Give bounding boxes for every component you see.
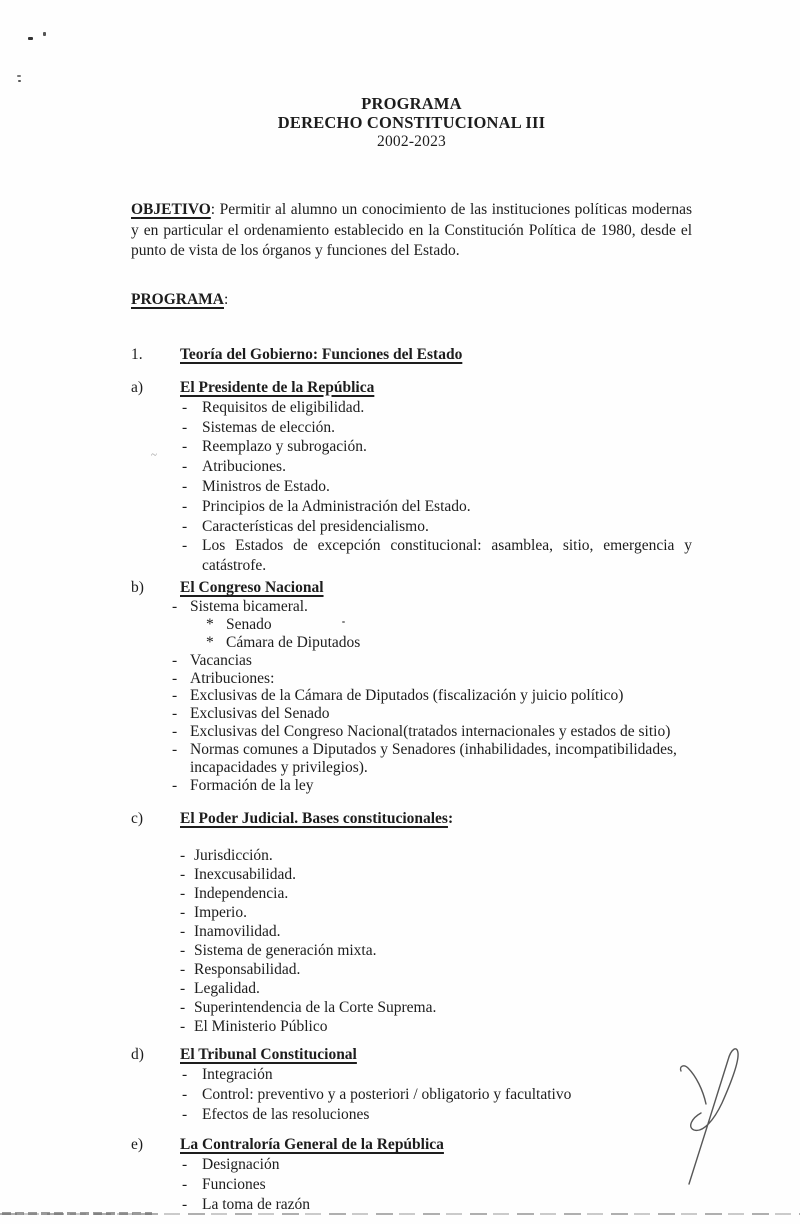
list-item-text: Características del presidencialismo.: [202, 517, 429, 535]
list-item: [172, 741, 692, 777]
subsection-a-items: [182, 398, 692, 576]
dash-bullet: -: [172, 597, 178, 615]
dash-bullet: -: [182, 1105, 188, 1123]
dash-bullet: -: [180, 922, 186, 940]
program-heading-label: PROGRAMA: [131, 290, 224, 308]
list-item: [180, 865, 692, 884]
subsection-c-colon: :: [447, 809, 454, 827]
list-item-text: Principios de la Administración del Estado.: [202, 497, 471, 515]
list-item: [180, 979, 692, 998]
list-item-text: Inamovilidad.: [194, 922, 281, 940]
document-title-block: [131, 0, 692, 151]
list-item-text: Normas comunes a Diputados y Senadores (inhabilidades, incompatibilidades, incapacidades y privilegios).: [190, 741, 677, 777]
list-item-text: El Ministerio Público: [194, 1017, 328, 1035]
dash-bullet: -: [172, 777, 178, 795]
list-item-text: Efectos de las resoluciones: [202, 1105, 370, 1123]
dash-bullet: -: [180, 903, 186, 921]
scan-speck: [17, 75, 21, 77]
list-item: [182, 477, 692, 497]
scan-speck: [18, 80, 21, 82]
objective-paragraph: [131, 200, 692, 262]
list-item: [182, 398, 692, 418]
list-item: [172, 723, 692, 741]
subsection-b-label: b): [131, 578, 144, 596]
dash-bullet: -: [182, 438, 188, 456]
list-item: [180, 960, 692, 979]
list-item-text: Responsabilidad.: [194, 960, 301, 978]
dash-bullet: -: [172, 741, 178, 759]
dash-bullet: -: [182, 1085, 188, 1103]
dash-bullet: -: [180, 846, 186, 864]
subsection-b-items: [172, 598, 692, 795]
dash-bullet: -: [180, 1017, 186, 1035]
dash-bullet: -: [182, 537, 188, 555]
list-item: [172, 777, 692, 795]
subsection-e-label: e): [131, 1135, 144, 1153]
list-item: [172, 687, 692, 705]
list-item-text: La toma de razón: [202, 1195, 311, 1213]
subsection-b: [131, 578, 692, 795]
subsection-a-label: a): [131, 378, 144, 396]
dash-bullet: -: [182, 458, 188, 476]
dash-bullet: -: [180, 865, 186, 883]
scan-speck: [342, 621, 345, 623]
list-item-text: Exclusivas de la Cámara de Diputados (fiscalización y juicio político): [190, 687, 624, 705]
list-item: [182, 497, 692, 517]
subsection-d-title: El Tribunal Constitucional: [180, 1045, 357, 1063]
subsection-b-heading: [131, 578, 692, 598]
dash-bullet: -: [172, 669, 178, 687]
list-item: [180, 884, 692, 903]
list-item-text: Cámara de Diputados: [226, 633, 361, 651]
list-item-text: Imperio.: [194, 903, 247, 921]
list-item: [172, 705, 692, 723]
dash-bullet: -: [172, 651, 178, 669]
subsection-c: [131, 809, 692, 1036]
list-item-text: Legalidad.: [194, 979, 260, 997]
list-item-text: Atribuciones.: [202, 458, 286, 476]
list-item: [172, 670, 692, 688]
list-item-text: Formación de la ley: [190, 777, 314, 795]
subsection-b-title: El Congreso Nacional: [180, 578, 324, 596]
dash-bullet: -: [172, 705, 178, 723]
list-item: [182, 1065, 692, 1085]
document-subtitle: DERECHO CONSTITUCIONAL III: [277, 113, 546, 132]
handwritten-signature-mark: [650, 1020, 800, 1220]
subsection-c-heading: [131, 809, 692, 829]
list-item: [172, 652, 692, 670]
list-item: [182, 1175, 692, 1195]
program-heading-colon: :: [224, 290, 229, 308]
star-bullet: *: [206, 615, 214, 633]
section-1-number: 1.: [131, 345, 143, 363]
list-subitem: [172, 616, 692, 634]
dash-bullet: -: [182, 1175, 188, 1193]
objective-text: : Permitir al alumno un conocimiento de las instituciones políticas modernas y en particular el ordenamiento establecido en la Constitución Política de 1980, desde el punto de vista de los órganos y funciones del Estado.: [131, 201, 692, 260]
list-item: [180, 1017, 692, 1036]
list-item-text: Independencia.: [194, 884, 289, 902]
dash-bullet: -: [182, 517, 188, 535]
list-item: [180, 903, 692, 922]
list-item: [182, 1155, 692, 1175]
dash-bullet: -: [182, 418, 188, 436]
list-item-text: Reemplazo y subrogación.: [202, 438, 367, 456]
subsection-e-items: [182, 1155, 692, 1215]
list-item-text: Requisitos de eligibilidad.: [202, 398, 365, 416]
list-item-text: Jurisdicción.: [194, 846, 273, 864]
section-1-heading: [131, 345, 692, 365]
list-item-text: Exclusivas del Congreso Nacional(tratados internacionales y estados de sitio): [190, 723, 671, 741]
list-item-text: Funciones: [202, 1175, 266, 1193]
list-item-text: Superintendencia de la Corte Suprema.: [194, 998, 437, 1016]
list-item: [182, 418, 692, 438]
list-item: [180, 998, 692, 1017]
dash-bullet: -: [182, 398, 188, 416]
scan-artifact-bottom-line-left: [2, 1212, 152, 1215]
subsection-c-title: El Poder Judicial. Bases constitucionales: [180, 809, 448, 827]
list-item: [172, 598, 692, 616]
objective-label: OBJETIVO: [131, 201, 211, 218]
list-item: [180, 922, 692, 941]
list-item-text: Exclusivas del Senado: [190, 705, 330, 723]
dash-bullet: -: [182, 497, 188, 515]
list-item-text: Control: preventivo y a posteriori / obligatorio y facultativo: [202, 1085, 572, 1103]
list-item: [182, 1195, 692, 1215]
dash-bullet: -: [180, 979, 186, 997]
document-page: [131, 0, 692, 1215]
list-item: [180, 941, 692, 960]
list-item-text: Sistemas de elección.: [202, 418, 335, 436]
list-item: [182, 1105, 692, 1125]
list-item: [182, 437, 692, 457]
list-item-text: Sistema bicameral.: [190, 597, 308, 615]
list-item-text: Integración: [202, 1065, 273, 1083]
dash-bullet: -: [182, 477, 188, 495]
list-item-text: Sistema de generación mixta.: [194, 941, 377, 959]
dash-bullet: -: [180, 960, 186, 978]
subsection-a: [131, 378, 692, 576]
section-1-title: Teoría del Gobierno: Funciones del Estado: [180, 345, 463, 363]
subsection-c-items: [180, 846, 692, 1036]
scan-speck: [28, 37, 33, 40]
subsection-e-title: La Contraloría General de la República: [180, 1135, 444, 1153]
subsection-d-heading: [131, 1045, 692, 1065]
scan-pen-mark: ~: [151, 449, 157, 461]
subsection-d-items: [182, 1065, 692, 1125]
list-item: [182, 1085, 692, 1105]
dash-bullet: -: [180, 998, 186, 1016]
dash-bullet: -: [172, 687, 178, 705]
document-year-range: 2002-2023: [377, 133, 446, 150]
list-item-text: Ministros de Estado.: [202, 477, 330, 495]
program-heading: [131, 290, 692, 310]
dash-bullet: -: [182, 1065, 188, 1083]
dash-bullet: -: [180, 941, 186, 959]
dash-bullet: -: [172, 723, 178, 741]
dash-bullet: -: [182, 1155, 188, 1173]
list-item-text: Vacancias: [190, 651, 252, 669]
list-item: [180, 846, 692, 865]
dash-bullet: -: [180, 884, 186, 902]
subsection-e: [131, 1135, 692, 1215]
list-item-text: Los Estados de excepción constitucional: asamblea, sitio, emergencia y catástrofe.: [202, 537, 692, 575]
star-bullet: *: [206, 633, 214, 651]
list-item-text: Inexcusabilidad.: [194, 865, 297, 883]
list-item: [182, 457, 692, 477]
scan-speck: [43, 32, 46, 36]
list-subitem: [172, 634, 692, 652]
subsection-c-label: c): [131, 809, 144, 827]
subsection-e-heading: [131, 1135, 692, 1155]
subsection-a-heading: [131, 378, 692, 398]
list-item: [182, 536, 692, 576]
list-item-text: Designación: [202, 1155, 280, 1173]
list-item-text: Senado: [226, 615, 272, 633]
list-item: [182, 517, 692, 537]
subsection-a-title: El Presidente de la República: [180, 378, 375, 396]
list-item-text: Atribuciones:: [190, 669, 275, 687]
dash-bullet: -: [182, 1195, 188, 1213]
document-title: PROGRAMA: [361, 94, 462, 113]
subsection-d-label: d): [131, 1045, 144, 1063]
subsection-d: [131, 1045, 692, 1125]
